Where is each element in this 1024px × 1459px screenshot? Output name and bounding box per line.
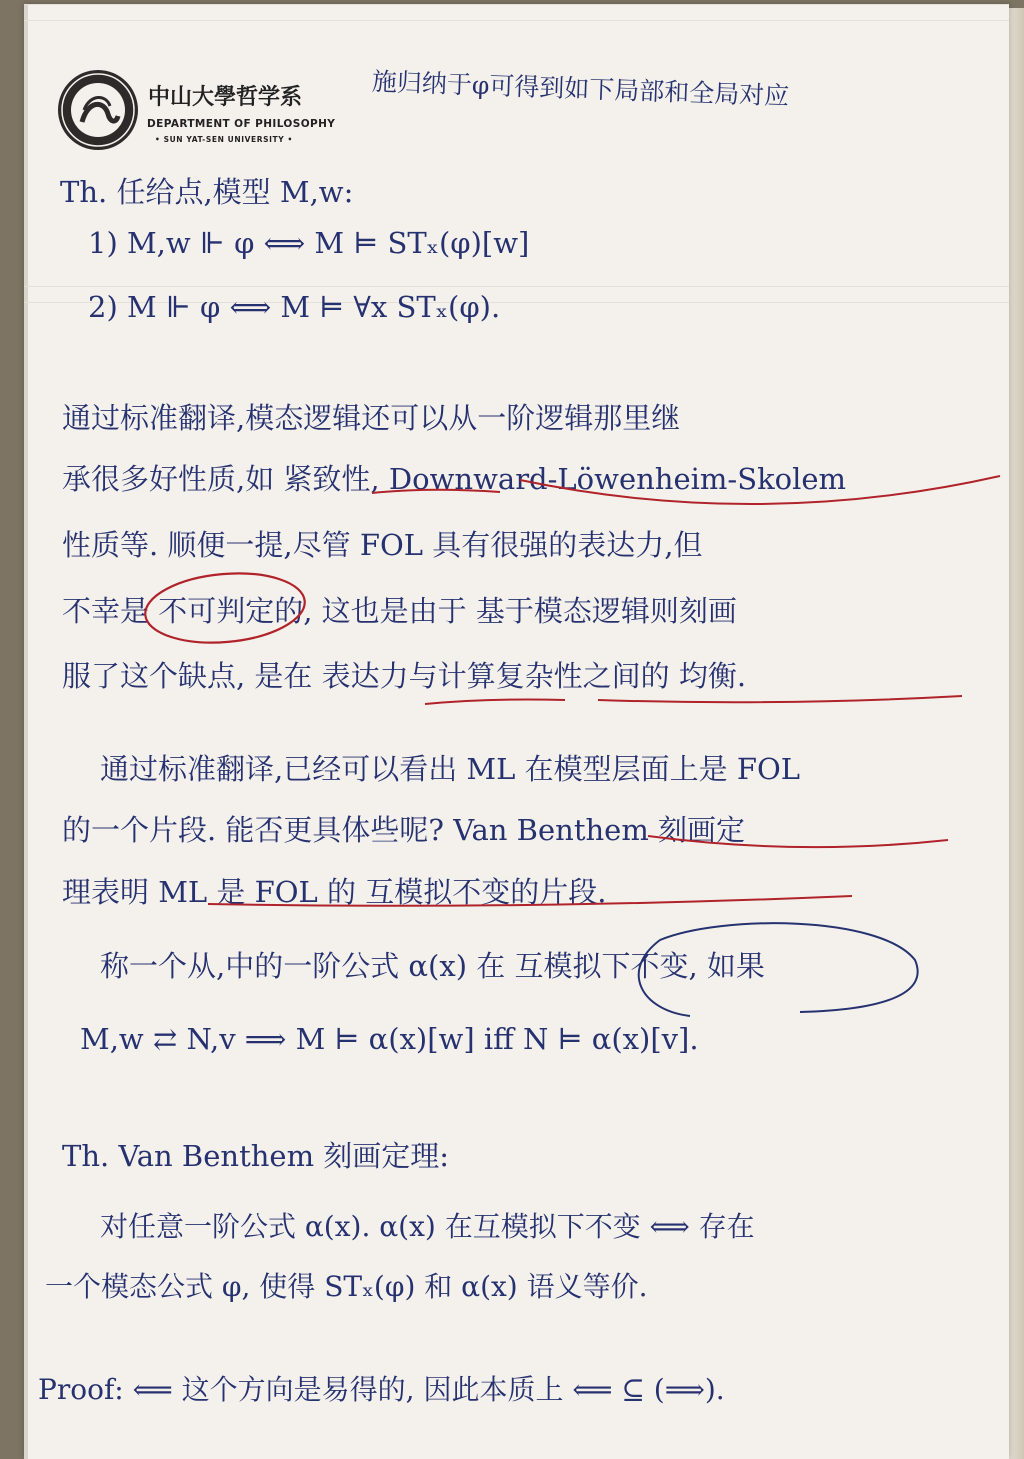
paragraph-3-line-2: M,w ⇄ N,v ⟹ M ⊨ α(x)[w] iff N ⊨ α(x)[v]. — [80, 1022, 699, 1056]
theorem-2-line-2: 一个模态公式 φ, 使得 STₓ(φ) 和 α(x) 语义等价. — [45, 1270, 648, 1303]
theorem-1-title: Th. 任给点,模型 M,w: — [60, 175, 354, 209]
paragraph-1-line-5: 服了这个缺点, 是在 表达力与计算复杂性之间的 均衡. — [62, 659, 747, 693]
paragraph-1-line-4: 不幸是 不可判定的, 这也是由于 基于模态逻辑则刻画 — [62, 594, 737, 628]
theorem-2-title: Th. Van Benthem 刻画定理: — [62, 1139, 450, 1173]
paragraph-2-line-2: 的一个片段. 能否更具体些呢? Van Benthem 刻画定 — [62, 813, 746, 847]
paragraph-2-line-1: 通过标准翻译,已经可以看出 ML 在模型层面上是 FOL — [100, 752, 800, 786]
page-rule — [24, 286, 1009, 287]
theorem-2-line-1: 对任意一阶公式 α(x). α(x) 在互模拟下不变 ⟺ 存在 — [100, 1210, 755, 1243]
page-rule — [24, 20, 1009, 21]
university-logo — [58, 70, 138, 150]
proof-line: Proof: ⟸ 这个方向是易得的, 因此本质上 ⟸ ⊆ (⟹). — [38, 1373, 725, 1406]
paragraph-1-line-1: 通过标准翻译,模态逻辑还可以从一阶逻辑那里继 — [62, 401, 681, 435]
department-title-cn: 中山大學哲学系 — [148, 84, 303, 110]
spine-line — [24, 4, 28, 1459]
top-note: 施归纳于φ可得到如下局部和全局对应 — [371, 67, 790, 111]
paragraph-3-line-1: 称一个从,中的一阶公式 α(x) 在 互模拟下不变, 如果 — [100, 949, 765, 983]
paragraph-1-line-2: 承很多好性质,如 紧致性, Downward-Löwenheim-Skolem — [62, 462, 847, 496]
page-rule — [24, 4, 1009, 5]
theorem-1-item-2: 2) M ⊩ φ ⟺ M ⊨ ∀x STₓ(φ). — [88, 290, 501, 324]
department-title-en: DEPARTMENT OF PHILOSOPHY — [147, 118, 336, 130]
theorem-1-item-1: 1) M,w ⊩ φ ⟺ M ⊨ STₓ(φ)[w] — [88, 226, 530, 260]
university-name-en: • SUN YAT-SEN UNIVERSITY • — [155, 135, 293, 144]
paragraph-1-line-3: 性质等. 顺便一提,尽管 FOL 具有很强的表达力,但 — [62, 528, 703, 562]
paragraph-2-line-3: 理表明 ML 是 FOL 的 互模拟不变的片段. — [62, 875, 607, 909]
